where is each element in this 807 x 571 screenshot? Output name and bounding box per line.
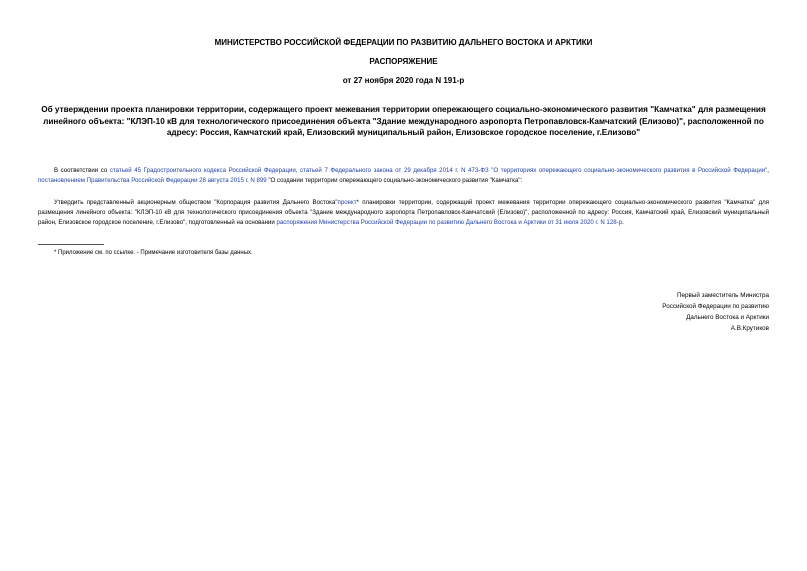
signature-position-line1: Первый заместитель Министра xyxy=(676,292,769,299)
paragraph-approval-lead: Утвердить представленный акционерным обществом "Корпорация развития Дальнего Востока" xyxy=(54,199,338,206)
signature-block xyxy=(569,290,769,334)
paragraph-basis-lead: В соответствии со xyxy=(54,167,108,174)
document-title: Об утверждении проекта планировки территории, содержащего проект межевания территории опережающего социально-экономического развития "Камчатка" для размещения линейного объекта: "КЛЭП-10 кВ для технологического присоединения объекта "Здание международного аэропорта Петропавловск-Камчатский (Елизово)", расположенной по адресу: Россия, Камчатский край, Елизовский муниципальный район, Елизовское городское поселение, г.Елизово" xyxy=(41,105,766,137)
paragraph-basis-separator: , xyxy=(767,167,769,174)
document-date: от 27 ноября 2020 года N 191-р xyxy=(342,76,465,85)
paragraph-approval-body: * планировки территории, содержащий проект межевания территории опережающего социально-экономического развития "Камчатка" для размещения линейного объекта: "КЛЭП-10 кВ для технологического присоединения объекта "Здание международного аэропорта Петропавловск-Камчатский (Елизово)", расположенной по адресу: Россия, Камчатский край, Елизовский муниципальный район, Елизовское городское поселение, г.Елизово", подготовленный на основании xyxy=(38,199,769,226)
paragraph-basis xyxy=(38,166,769,186)
link-law-articles[interactable]: статьей 45 Градостроительного кодекса Российской Федерации, статьей 7 Федерального закона от 29 декабря 2014 г. N 473-ФЗ "О территориях опережающего социально-экономического развития в Российской Федерации" xyxy=(109,167,768,174)
paragraph-approval xyxy=(38,198,769,228)
footnote-divider xyxy=(38,244,104,245)
link-ministry-order[interactable]: распоряжения Министерства Российской Федерации по развитию Дальнего Востока и Арктики от 31 июля 2020 г. N 128-р xyxy=(276,219,623,226)
signature-position-line2: Российской Федерации по развитию xyxy=(662,303,769,310)
link-project[interactable]: проект xyxy=(337,199,357,206)
ministry-header: МИНИСТЕРСТВО РОССИЙСКОЙ ФЕДЕРАЦИИ ПО РАЗВИТИЮ ДАЛЬНЕГО ВОСТОКА И АРКТИКИ xyxy=(214,38,593,47)
document-type: РАСПОРЯЖЕНИЕ xyxy=(369,57,438,66)
paragraph-basis-tail: "О создании территории опережающего социально-экономического развития "Камчатка": xyxy=(266,177,523,184)
footnote: * Приложение см. по ссылке. - Примечание изготовителя базы данных. xyxy=(54,250,253,256)
signature-name: А.В.Крутиков xyxy=(730,325,769,332)
signature-position-line3: Дальнего Востока и Арктики xyxy=(686,314,769,321)
link-government-decree[interactable]: постановлением Правительства Российской Федерации 28 августа 2015 г. N 899 xyxy=(38,177,267,184)
paragraph-approval-tail: . xyxy=(622,219,624,226)
